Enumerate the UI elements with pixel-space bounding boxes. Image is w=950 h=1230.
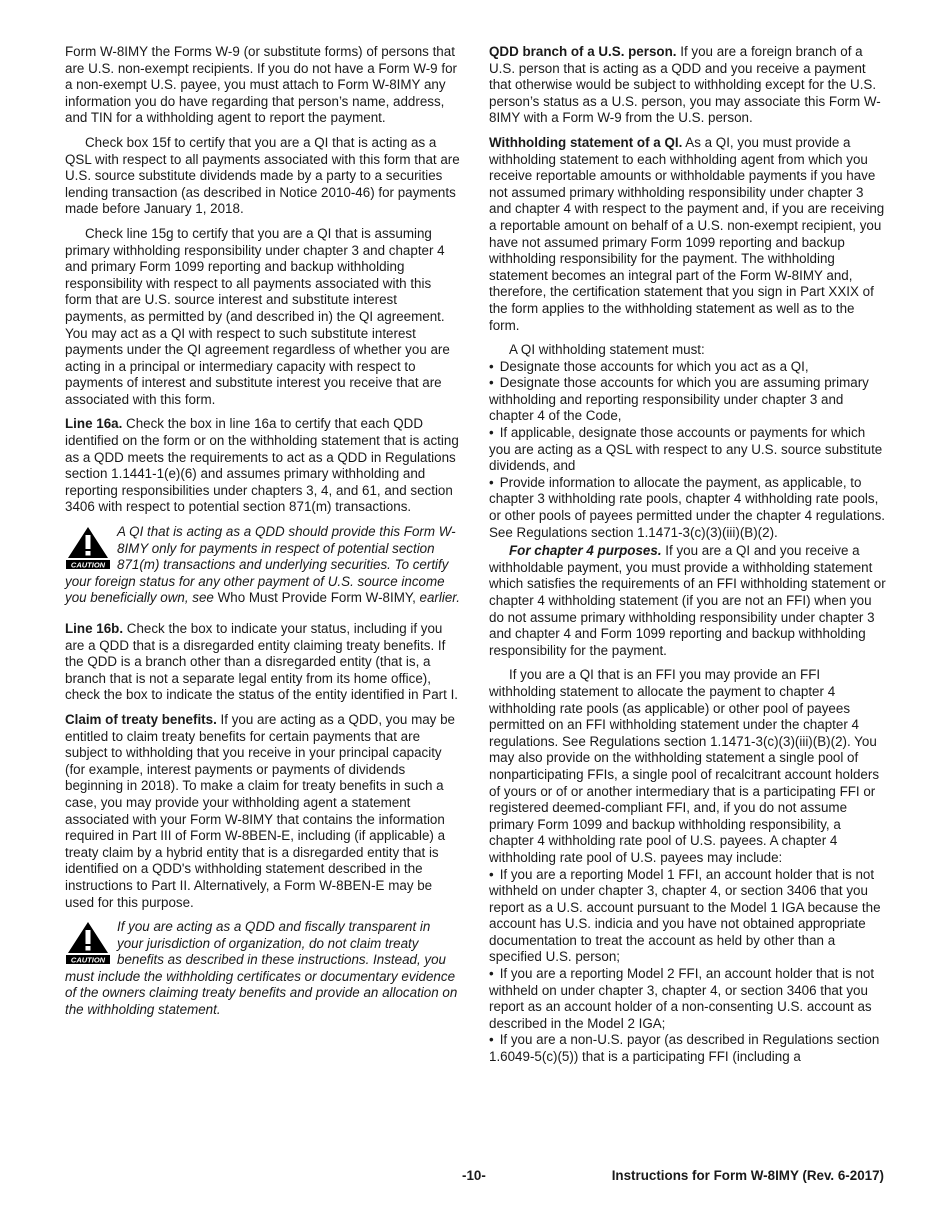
qdd-branch-heading: QDD branch of a U.S. person. [489,44,677,59]
chapter-4-heading: For chapter 4 purposes. [509,543,662,559]
list-item: • Designate those accounts for which you are assuming primary withholding and reporting responsibility under chapter 3 and chapter 4 of the Code, [489,375,869,424]
line-16a-body: Check the box in line 16a to certify that each QDD identified on the form or on the withholding statement that is acting as a QDD meets the requirements to act as a QDD in Regulations section 1.1441-1(e)(6) and assumes primary withholding and reporting responsibilities under chapters 3, 4, and 61, and section 3406 with respect to potential section 871(m) transactions. [65,416,459,515]
list-item: • If you are a reporting Model 1 FFI, an account holder that is not withheld on under chapter 3, chapter 4, or section 3406 that you report as a U.S. account pursuant to the Model 1 IGA because the account has U.S. indicia and you have not obtained appropriate documentation to treat the account as held by other than a specified U.S. person; [489,866,881,965]
caution-icon [65,921,111,965]
withholding-statement-heading: Withholding statement of a QI. [489,134,683,150]
caution-1-text: A QI that is acting as a QDD should provide this Form W-8IMY only for payments in respect of potential section 871(m) transactions and underlying securities. To certify your foreign status for any other payment of U.S. source income you beneficially own, see [65,524,456,606]
list-item: • Provide information to allocate the payment, as applicable, to chapter 3 withholding rate pools, chapter 4 withholding rate pools, or other pools of payees permitted under the chapter 4 regulations. See Regulations section 1.1471-3(c)(3)(iii)(B)(2). [489,474,886,540]
caution-1-link[interactable]: Who Must Provide Form W-8IMY, [217,590,416,606]
qdd-branch-section [489,44,887,127]
line-16b-section [65,621,460,704]
must-list [489,359,887,542]
list-item: • If you are a non-U.S. payor (as described in Regulations section 1.6049-5(c)(5)) that is a participating FFI (including a [489,1032,880,1065]
caution-label: CAUTION [70,560,106,570]
must-intro: A QI withholding statement must: [509,342,705,358]
paragraph-box-15f: Check box 15f to certify that you are a QI that is acting as a QSL with respect to all payments associated with this form that are U.S. source substitute dividends made by a party to a securities lending transaction (as described in Notice 2010-46) for payments made before January 1, 2018. [65,134,460,217]
line-16b-heading: Line 16b. [65,621,124,636]
caution-1-end: earlier. [419,590,460,606]
chapter-4-section [489,543,887,659]
claim-treaty-heading: Claim of treaty benefits. [65,711,217,727]
qdd-branch-body: If you are a foreign branch of a U.S. person that is acting as a QDD and you receive a payment that otherwise would be subject to withholding except for the U.S. person’s status as a U.S. person, you may associate this Form W-8IMY with a Form W-9 from the U.S. person. [489,44,881,126]
withholding-statement-section [489,135,887,334]
paragraph: Form W-8IMY the Forms W-9 (or substitute forms) of persons that are U.S. non-exempt recipients. If you do not have a Form W-9 for a non-exempt U.S. payee, you must attach to Form W-8IMY any information you do have regarding that person’s name, address, and TIN for a withholding agent to report the payment. [65,44,457,126]
list-item: • If applicable, designate those accounts or payments for which you are acting as a QSL with respect to any U.S. source substitute dividends, and [489,425,883,474]
caution-icon [65,526,111,570]
withholding-statement-body: As a QI, you must provide a withholding statement to each withholding agent from which you receive reportable amounts or withholdable payments if you have not assumed primary withholding responsibility under chapter 3 and chapter 4 with respect to the payment and, if you are receiving a reportable amount on behalf of a U.S. non-exempt recipient, you have not assumed primary Form 1099 reporting and backup withholding responsibility for the payment. The withholding statement becomes an integral part of the Form W-8IMY and, therefore, the certification statement that you sign in Part XXIX of the form applies to the withholding statement as well as to the form. [489,134,885,333]
list-item: • Designate those accounts for which you act as a QI, [489,358,809,374]
claim-treaty-section [65,712,460,911]
chapter-4-body: If you are a QI and you receive a withholdable payment, you must provide a withholding statement which satisfies the requirements of an FFI withholding statement or chapter 4 withholding statement (if you are not an FFI) when you do not assume primary withholding responsibility under chapter 3 and chapter 4 and Form 1099 reporting and backup withholding responsibility for the payment. [489,543,886,658]
right-column [489,44,887,1066]
caution-label: CAUTION [70,955,106,965]
page-number: -10- [462,1168,486,1183]
paragraph-line-15g: Check line 15g to certify that you are a QI that is assuming primary withholding responsibility under chapter 3 and chapter 4 and primary Form 1099 reporting and backup withholding responsibility with respect to all payments associated with this form that are U.S. source interest and substitute interest payments, as permitted by (and described in) the QI agreement. You may act as a QI with respect to such substitute interest payments under the QI agreement regardless of whether you are acting in a principal or intermediary capacity with respect to payments of interest and substitute interest you receive that are associated with this form. [65,225,450,407]
ffi-paragraph: If you are a QI that is an FFI you may provide an FFI withholding statement to allocate the payment to chapter 4 withholding rate pools (as applicable) or other pool of payees permitted on an FFI withholding statement under the chapter 4 regulations. See Regulations section 1.1471-3(c)(3)(iii)(B)(2). You may also provide on the withholding statement a single pool of nonparticipating FFIs, a single pool of recalcitrant account holders of yours or of or another intermediary that is a participating FFI or registered deemed-compliant FFI, and, if you do not assume primary Form 1099 and backup withholding responsibility, a chapter 4 withholding rate pool of U.S. payees. A chapter 4 withholding rate pool of U.S. payees may include: [489,667,880,865]
caution-note-1 [65,524,460,607]
caution-2-text: If you are acting as a QDD and fiscally transparent in your jurisdiction of organization, do not claim treaty benefits as described in these instructions. Instead, you must include the withholding certificates or documentary evidence of the owners claiming treaty benefits and provide an allocation on the withholding statement. [65,919,458,1018]
line-16b-body: Check the box to indicate your status, including if you are a QDD that is a disregarded entity claiming treaty benefits. If the QDD is a branch other than a disregarded entity (that is, a branch that is not a separate legal entity from its home office), check the box to indicate the status of the entity identified in Part I. [65,621,459,703]
line-16a-section [65,416,460,516]
list-item: • If you are a reporting Model 2 FFI, an account holder that is not withheld on under chapter 3, chapter 4, or section 3406 that you report as an account holder of a non-consenting U.S. account as described in the Model 2 IGA; [489,966,875,1031]
caution-note-2 [65,919,460,1019]
document-title: Instructions for Form W-8IMY (Rev. 6-2017) [611,1168,884,1183]
claim-treaty-body: If you are acting as a QDD, you may be entitled to claim treaty benefits for certain payments that are subject to withholding that you receive in your principal capacity (for example, interest payments or payments of dividends beginning in 2018). To make a claim for treaty benefits in such a case, you may provide your withholding agent a statement associated with your Form W-8IMY that contains the information required in Part III of Form W-8BEN-E, including (if applicable) a treaty claim by a hybrid entity that is a disregarded entity that is identified on a QDD's withholding statement described in the instructions to Part II. Alternatively, a Form W-8BEN-E may be used for this purpose. [65,711,455,910]
line-16a-heading: Line 16a. [65,416,123,432]
left-column [65,44,460,1033]
pool-list [489,867,887,1066]
